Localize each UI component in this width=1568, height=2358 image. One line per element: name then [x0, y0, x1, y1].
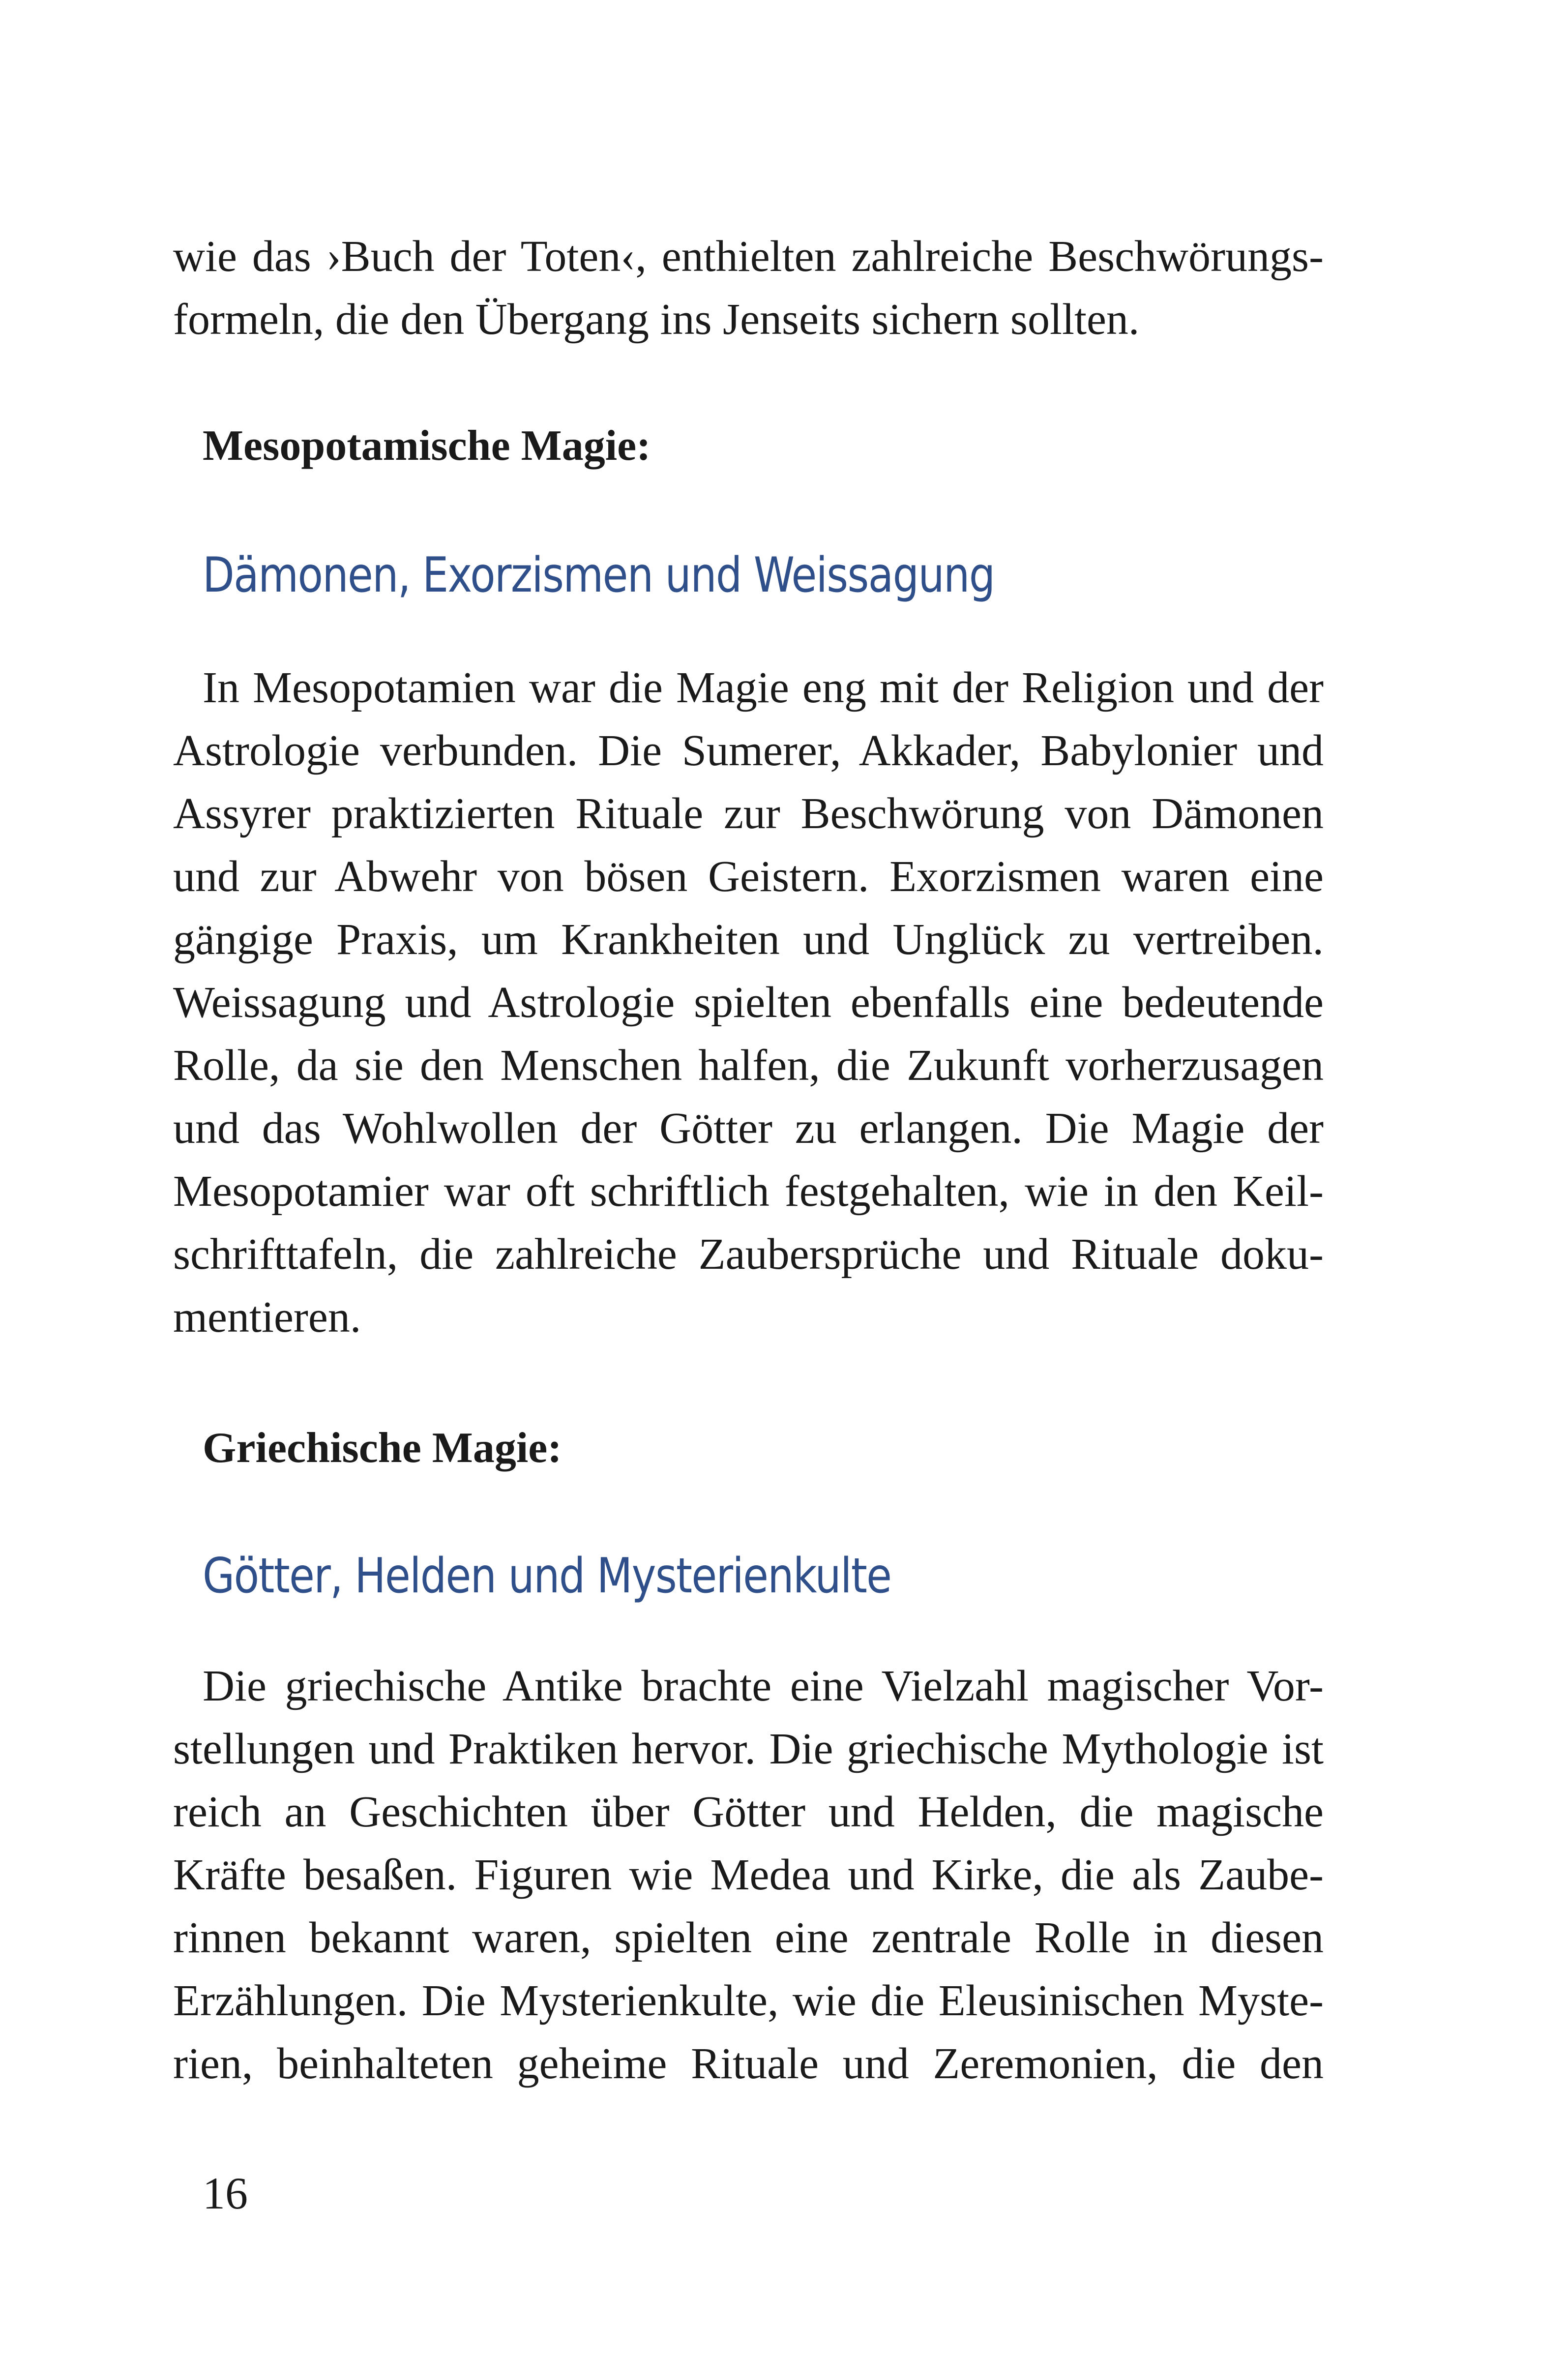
- intro-paragraph: [173, 225, 1324, 351]
- text-line: Weissagung und Astrologie spielten ebenfalls eine bedeutende: [173, 978, 1324, 1027]
- text-line: Astrologie verbunden. Die Sumerer, Akkader, Babylonier und: [173, 726, 1324, 775]
- paragraph-greek: [173, 1655, 1324, 2095]
- text-line: reich an Geschichten über Götter und Helden, die magische: [173, 1788, 1324, 1836]
- text-line: schrifttafeln, die zahlreiche Zaubersprüche und Rituale doku-: [173, 1230, 1324, 1279]
- text-line: und zur Abwehr von bösen Geistern. Exorzismen waren eine: [173, 852, 1324, 901]
- section-label-mesopotamian: Mesopotamische Magie:: [203, 422, 651, 470]
- text-line: Erzählungen. Die Mysterienkulte, wie die Eleusinischen Myste-: [173, 1976, 1324, 2025]
- section-heading-mesopotamian: Dämonen, Exorzismen und Weissagung: [203, 547, 995, 603]
- text-line: und das Wohlwollen der Götter zu erlangen. Die Magie der: [173, 1104, 1324, 1153]
- text-line: Kräfte besaßen. Figuren wie Medea und Kirke, die als Zaube-: [173, 1851, 1324, 1899]
- section-heading-greek: Götter, Helden und Mysterienkulte: [203, 1548, 891, 1604]
- text-line: In Mesopotamien war die Magie eng mit der Religion und der: [203, 663, 1324, 712]
- text-line: rien, beinhalteten geheime Rituale und Zeremonien, die den: [173, 2039, 1324, 2088]
- text-line: stellungen und Praktiken hervor. Die griechische Mythologie ist: [173, 1725, 1324, 1773]
- text-line: Assyrer praktizierten Rituale zur Beschwörung von Dämonen: [173, 789, 1324, 838]
- text-line: Rolle, da sie den Menschen halfen, die Zukunft vorherzusagen: [173, 1041, 1324, 1090]
- text-line: mentieren.: [173, 1293, 361, 1342]
- text-line: Mesopotamier war oft schriftlich festgehalten, wie in den Keil-: [173, 1167, 1324, 1216]
- page-number: 16: [203, 2168, 248, 2218]
- text-line: wie das ›Buch der Toten‹, enthielten zahlreiche Beschwörungs-: [173, 232, 1324, 281]
- text-line: formeln, die den Übergang ins Jenseits sichern sollten.: [173, 295, 1140, 344]
- text-line: Die griechische Antike brachte eine Vielzahl magischer Vor-: [203, 1662, 1324, 1710]
- text-line: gängige Praxis, um Krankheiten und Unglück zu vertreiben.: [173, 915, 1324, 964]
- paragraph-mesopotamian: [173, 657, 1324, 1349]
- section-label-greek: Griechische Magie:: [203, 1424, 562, 1472]
- text-line: rinnen bekannt waren, spielten eine zentrale Rolle in diesen: [173, 1913, 1324, 1962]
